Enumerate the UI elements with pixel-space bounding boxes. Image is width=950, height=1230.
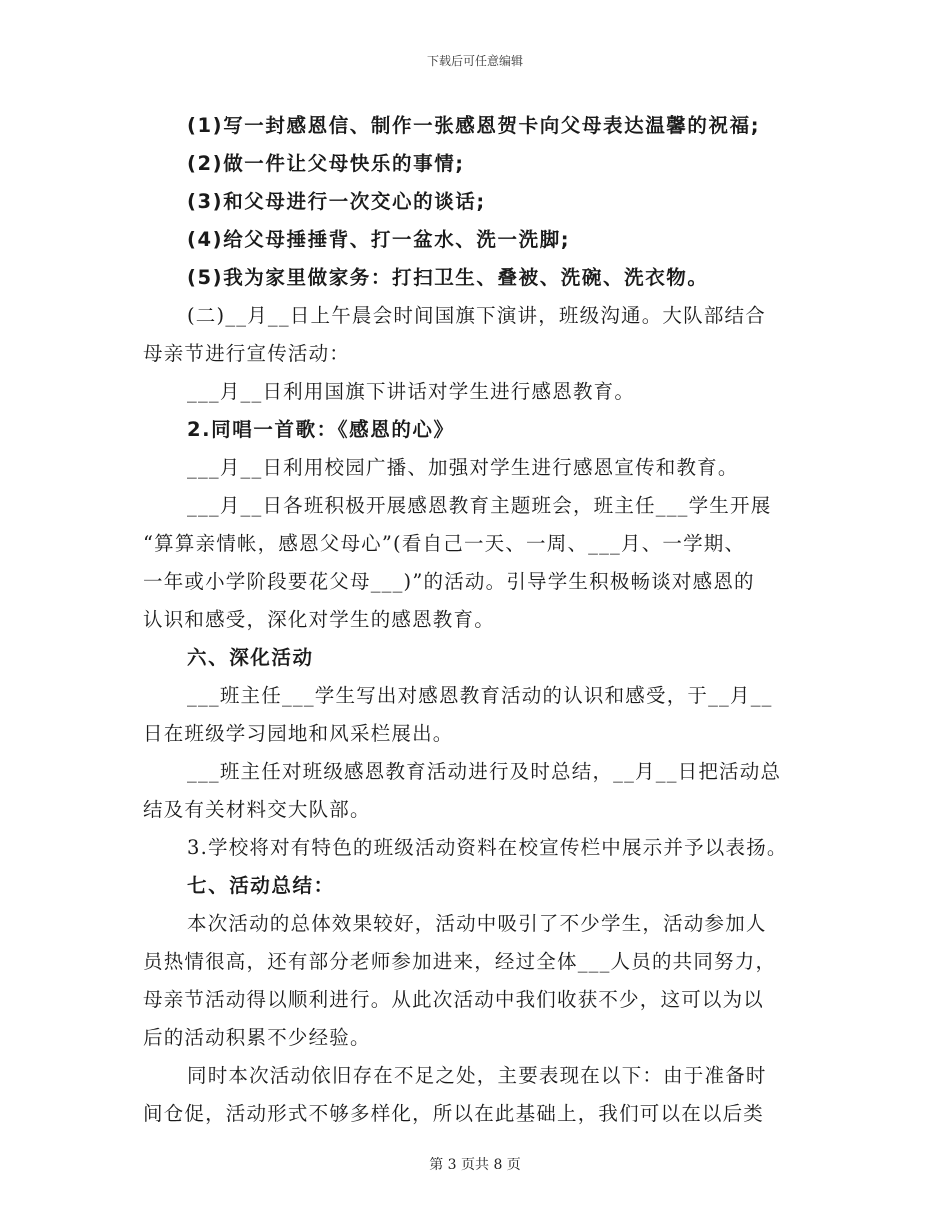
text-line: ___月__日各班积极开展感恩教育主题班会，班主任___学生开展 <box>187 494 772 517</box>
text-line: 同时本次活动依旧存在不足之处，主要表现在以下：由于准备时 <box>187 1064 767 1087</box>
text-line: (3)和父母进行一次交心的谈话; <box>187 190 486 213</box>
text-line: 一年或小学阶段要花父母___)”的活动。引导学生积极畅谈对感恩的 <box>143 570 755 593</box>
text-line: (1)写一封感恩信、制作一张感恩贺卡向父母表达温馨的祝福; <box>187 114 761 137</box>
text-line: “算算亲情帐，感恩父母心”(看自己一天、一周、___月、一学期、 <box>143 532 746 555</box>
text-line: 母亲节活动得以顺利进行。从此次活动中我们收获不少，这可以为以 <box>143 988 765 1011</box>
text-line: 母亲节进行宣传活动： <box>143 342 351 365</box>
text-line: 后的活动积累不少经验。 <box>143 1026 371 1049</box>
text-line: ___班主任___学生写出对感恩教育活动的认识和感受，于__月__ <box>187 684 773 707</box>
text-line: 2.同唱一首歌：《感恩的心》 <box>187 418 455 441</box>
text-line: 间仓促，活动形式不够多样化，所以在此基础上，我们可以在以后类 <box>143 1102 765 1125</box>
text-line: 七、活动总结： <box>187 874 335 897</box>
text-line: 六、深化活动 <box>187 646 314 669</box>
text-line: (5)我为家里做家务：打扫卫生、叠被、洗碗、洗衣物。 <box>187 266 709 289</box>
text-line: ___月__日利用国旗下讲话对学生进行感恩教育。 <box>187 380 636 403</box>
text-line: ___月__日利用校园广播、加强对学生进行感恩宣传和教育。 <box>187 456 739 479</box>
page-header-note: 下载后可任意编辑 <box>426 54 523 68</box>
text-line: 3.学校将对有特色的班级活动资料在校宣传栏中展示并予以表扬。 <box>187 836 788 859</box>
text-line: 结及有关材料交大队部。 <box>143 798 371 821</box>
page-number: 第 3 页共 8 页 <box>429 1157 521 1173</box>
document-body <box>143 107 815 1133</box>
text-line: 认识和感受，深化对学生的感恩教育。 <box>143 608 495 631</box>
text-line: 员热情很高，还有部分老师参加进来，经过全体___人员的共同努力， <box>143 950 777 973</box>
text-line: (4)给父母捶捶背、打一盆水、洗一洗脚; <box>187 228 571 251</box>
text-line: ___班主任对班级感恩教育活动进行及时总结，__月__日把活动总 <box>187 760 782 783</box>
text-line: (2)做一件让父母快乐的事情; <box>187 152 465 175</box>
text-line: (二)__月__日上午晨会时间国旗下演讲，班级沟通。大队部结合 <box>187 304 766 327</box>
text-line: 日在班级学习园地和风采栏展出。 <box>143 722 454 745</box>
text-line: 本次活动的总体效果较好，活动中吸引了不少学生，活动参加人 <box>187 912 767 935</box>
